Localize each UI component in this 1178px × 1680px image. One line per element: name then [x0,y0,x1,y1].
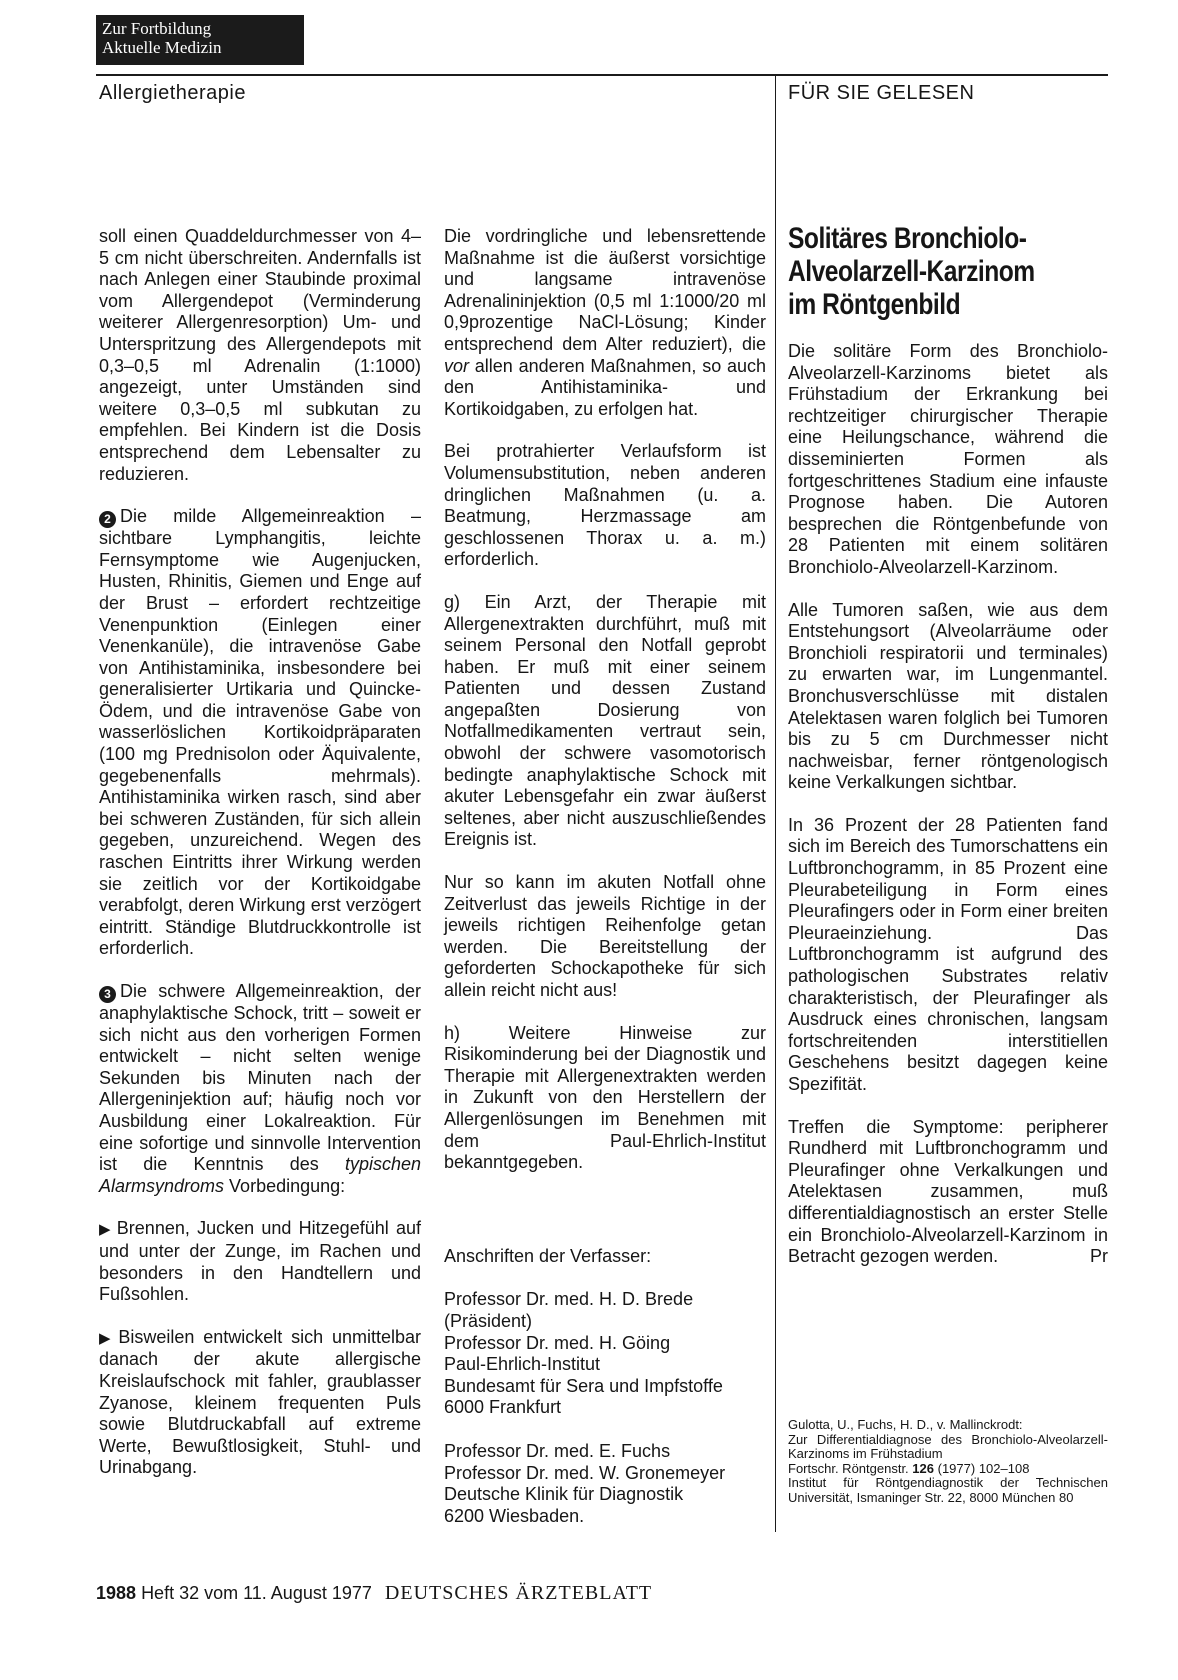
address-block-wiesbaden [444,1441,766,1527]
addresses-heading: Anschriften der Verfasser: [444,1245,652,1266]
paragraph: soll einen Quaddeldurchmesser von 4–5 cm nicht überschreiten. Andernfalls ist nach Anlegen einer Staubinde proximal vom Allergendepot (Verminderung weiterer Allergenresorption) Um- und Unterspritzung des Allergendepots mit 0,3–0,5 ml Adrenalin (1:1000) angezeigt, unter Umständen sind weitere 0,3–0,5 ml subkutan zu empfehlen. Bei Kindern ist die Dosis entsprechend dem Lebensalter zu reduzieren. [99,226,421,484]
paragraph-item-3 [99,981,421,1197]
address-line: (Präsident) [444,1310,533,1331]
paragraph-text: allen anderen Maßnahmen, so auch den Antihistaminika- und Kortikoidgaben, zu erfolgen hat. [444,355,766,419]
emphasis: typischen Alarmsyndroms [99,1154,421,1196]
triangle-bullet-icon: ▶ [99,1329,115,1347]
paragraph [444,226,766,420]
triangle-bullet-icon: ▶ [99,1221,113,1239]
paragraph-text: Die schwere Allgemeinreaktion, der anaphylaktische Schock, tritt – soweit er sich nicht aus den vorherigen Formen entwickelt – nicht selten wenige Sekunden bis Minuten nach der Allergeninjektion auf; häufig noch vor Ausbildung einer Lokalreaktion. Für eine sofortige und sinnvolle Intervention ist die Kenntnis des [99,981,421,1175]
citation-journal: Fortschr. Röntgenstr. [788,1460,909,1476]
column-divider [775,74,776,1532]
author-addresses [444,1246,766,1528]
paragraph-text: Die milde Allgemeinreaktion – sichtbare Lymphangitis, leichte Fernsymptome wie Augenjucken, Husten, Rhinitis, Giemen und Enge auf der Brust – erfordert rechtzeitige Venenpunktion (Einlegen einer Venenkanüle), die intravenöse Gabe von Antihistaminika, insbesondere bei generalisierter Urtikaria und Quincke-Ödem, und die intravenöse Gabe von wasserlöslichen Kortikoidpräparaten (100 mg Prednisolon oder Äquivalente, gegebenenfalls mehrmals). Antihistaminika wirken rasch, sind aber bei schweren Zuständen, für sich allein gegeben, unzureichend. Wegen des raschen Eintritts ihrer Wirkung werden sie zeitlich vor der Kortikoidgabe verabfolgt, deren Wirkung erst verzögert eintritt. Ständige Blutdruckkontrolle ist erforderlich. [99,506,421,959]
paragraph-text: Bisweilen entwickelt sich unmittelbar danach der akute allergische Kreislaufschock mit fahler, graublasser Zyanose, kleinem frequenten Puls sowie Blutdruckabfall auf extreme Werte, Bewußtlosigkeit, Stuhl- und Urinabgang. [99,1326,421,1478]
paragraph [788,1117,1108,1268]
address-line: Professor Dr. med. W. Gronemeyer [444,1462,726,1483]
emphasis: vor [444,355,470,376]
section-title-left: Allergietherapie [99,82,246,104]
top-rule [96,74,1108,76]
badge-line-1: Zur Fortbildung [102,19,212,38]
citation [788,1418,1108,1505]
paragraph-text: Vorbedingung: [229,1175,346,1196]
paragraph-item-2 [99,506,421,960]
headline-line: im Röntgenbild [788,288,961,321]
citation-source [788,1462,1108,1477]
address-line: Deutsche Klinik für Diagnostik [444,1484,684,1505]
paragraph: g) Ein Arzt, der Therapie mit Allergenextrakten durchführt, muß mit seinem Personal den Notfall geprobt haben. Er muß mit einer seinem Patienten und dessen Zustand angepaßten Dosierung von Notfallmedikamenten vertraut sein, obwohl der schwere vasomotorisch bedingte anaphylaktische Schock mit akuter Lebensgefahr ein zwar äußerst seltenes, aber nicht auszuschließendes Ereignis ist. [444,591,766,850]
journal-name: DEUTSCHES ÄRZTEBLATT [384,1582,653,1604]
article-headline [788,222,1108,321]
paragraph: Die solitäre Form des Bronchiolo-Alveolarzell-Karzinoms bietet als Frühstadium der Erkrankung bei rechtzeitiger chirurgischer Therapie eine Heilungschance, während die disseminierten Formen als fortgeschrittenes Stadium eine infauste Prognose haben. Die Autoren besprechen die Röntgenbefunde von 28 Patienten mit einem solitären Bronchiolo-Alveolarzell-Karzinom. [788,341,1108,577]
paragraph: h) Weitere Hinweise zur Risikominderung bei der Diagnostik und Therapie mit Allergenextrakten werden in Zukunft von den Herstellern der Allergenlösungen im Benehmen mit dem Paul-Ehrlich-Institut bekanntgegeben. [444,1022,766,1173]
citation-authors: Gulotta, U., Fuchs, H. D., v. Mallinckrodt: [788,1417,1023,1432]
number-2-bullet-icon: 2 [99,511,116,528]
headline-line: Solitäres Bronchiolo- [788,222,1027,255]
citation-institute: Institut für Röntgendiagnostik der Technischen Universität, Ismaninger Str. 22, 8000 München 80 [788,1475,1108,1505]
address-line: Professor Dr. med. H. D. Brede [444,1289,694,1310]
section-title-right: FÜR SIE GELESEN [788,82,975,104]
issue-info: Heft 32 vom 11. August 1977 [141,1583,372,1603]
page-number: 1988 [96,1583,137,1603]
paragraph: Nur so kann im akuten Notfall ohne Zeitverlust das jeweils Richtige in der jeweils richtigen Reihenfolge getan werden. Die Bereitstellung der geforderten Schockapotheke für sich allein reicht nicht aus! [444,872,766,1000]
number-3-bullet-icon: 3 [99,986,116,1003]
address-line: Professor Dr. med. H. Göing [444,1332,671,1353]
address-block-frankfurt [444,1289,766,1419]
address-line: 6200 Wiesbaden. [444,1505,585,1526]
headline-line: Alveolarzell-Karzinom [788,255,1035,288]
address-line: Professor Dr. med. E. Fuchs [444,1440,671,1461]
citation-pages: (1977) 102–108 [937,1460,1030,1476]
page-footer [96,1582,652,1605]
paragraph: Alle Tumoren saßen, wie aus dem Entstehungsort (Alveolarräume oder Bronchioli respiratorii und terminales) zu erwarten war, im Lungenmantel. Bronchusverschlüsse mit distalen Atelektasen waren folglich bei Tumoren bis zu 5 cm Durchmesser nicht nachweisbar, ferner röntgenologisch keine Verkalkungen sichtbar. [788,599,1108,793]
paragraph-text: Brennen, Jucken und Hitzegefühl auf und unter der Zunge, im Rachen und besonders in den Handtellern und Fußsohlen. [99,1218,421,1305]
symptom-item [99,1218,421,1305]
citation-title: Zur Differentialdiagnose des Bronchiolo-Alveolarzell-Karzinoms im Frühstadium [788,1431,1108,1461]
author-signature: Pr [1090,1246,1108,1267]
column-2 [444,226,766,1549]
paragraph: In 36 Prozent der 28 Patienten fand sich im Bereich des Tumorschattens ein Luftbronchogramm, in 85 Prozent eine Pleurabeteiligung in Form eines Pleurafingers oder in Form einer breiten Pleuraeinziehung. Das Luftbronchogramm ist aufgrund des pathologischen Substrates relativ charakteristisch, der Pleurafinger als Ausdruck eines chronischen, langsam fortschreitenden interstitiellen Geschehens besitzt dagegen keine Spezifität. [788,814,1108,1094]
paragraph-text: Treffen die Symptome: peripherer Rundherd mit Luftbronchogramm und Pleurafinger ohne Verkalkungen und Atelektasen zusammen, muß differentialdiagnostisch an erster Stelle ein Bronchiolo-Alveolarzell-Karzinom in Betracht gezogen werden. [788,1116,1108,1267]
paragraph-text: Die vordringliche und lebensrettende Maßnahme ist die äußerst vorsichtige und langsame intravenöse Adrenalininjektion (0,5 ml 1:1000/20 ml 0,9prozentige NaCl-Lösung; Kinder entsprechend dem Alter reduziert), die [444,226,766,354]
department-badge [96,15,304,65]
paragraph: Bei protrahierter Verlaufsform ist Volumensubstitution, neben anderen dringlichen Maßnahmen (u. a. Beatmung, Herzmassage am geschlossenen Thorax u. a. m.) erforderlich. [444,441,766,570]
column-1 [99,226,421,1500]
badge-line-2: Aktuelle Medizin [102,38,222,57]
citation-volume: 126 [912,1460,934,1476]
address-line: Paul-Ehrlich-Institut [444,1354,601,1375]
address-line: Bundesamt für Sera und Impfstoffe [444,1375,723,1396]
symptom-item [99,1327,421,1479]
column-3 [788,222,1108,1289]
address-line: 6000 Frankfurt [444,1397,562,1418]
